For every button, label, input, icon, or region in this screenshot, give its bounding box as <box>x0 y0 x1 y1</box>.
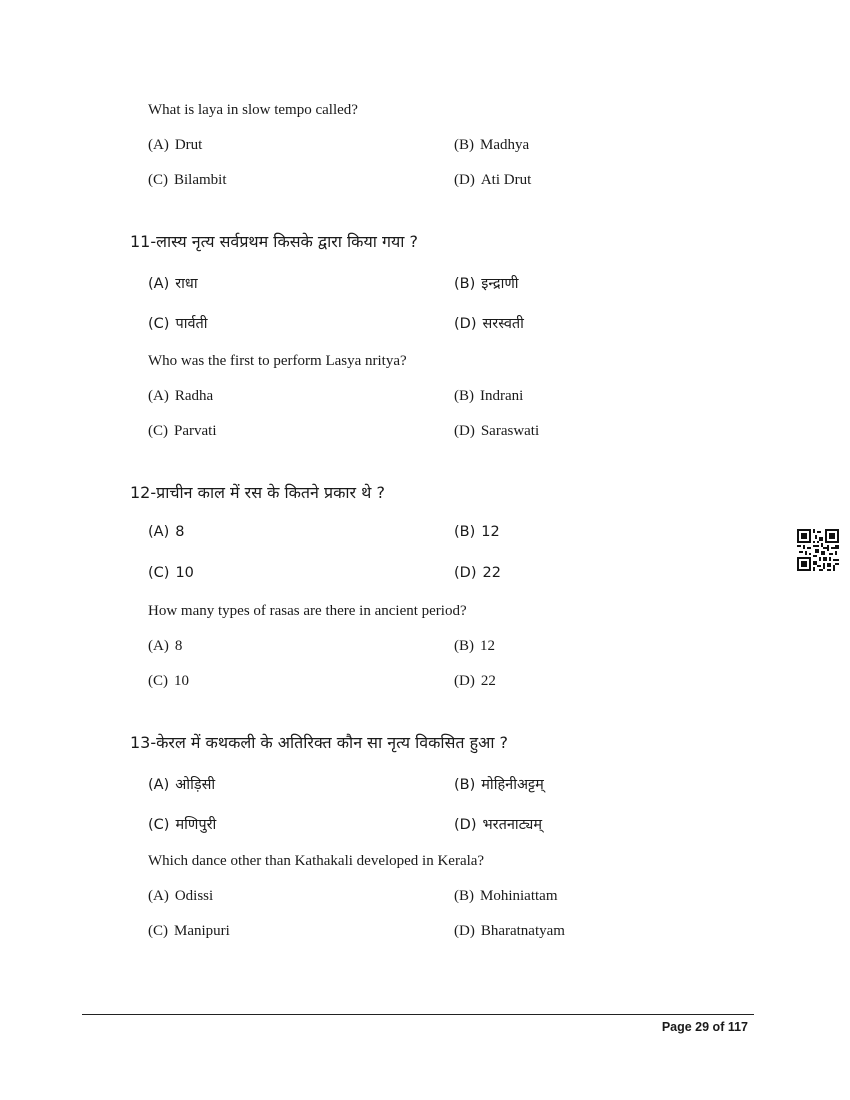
footer-divider <box>82 1014 754 1015</box>
q11-en-option-c: (C) Parvati <box>148 423 217 439</box>
q13-en-option-d: (D) Bharatnatyam <box>454 923 565 939</box>
q10-en-option-c: (C) Bilambit <box>148 172 227 188</box>
q12-en-option-b: (B) 12 <box>454 638 495 654</box>
page-number: Page 29 of 117 <box>661 1020 748 1034</box>
q12-hi-option-d: (D) 22 <box>454 565 501 581</box>
q11-hi-option-c: (C) पार्वती <box>148 316 208 332</box>
q11-en-option-a: (A) Radha <box>148 388 214 404</box>
q12-en-option-c: (C) 10 <box>148 673 189 689</box>
question-12-english: How many types of rasas are there in ancient period? <box>148 603 467 619</box>
q13-en-option-c: (C) Manipuri <box>148 923 230 939</box>
q11-hi-option-d: (D) सरस्वती <box>454 316 524 332</box>
q12-hi-option-b: (B) 12 <box>454 524 500 540</box>
q11-hi-option-a: (A) राधा <box>148 276 198 292</box>
q10-en-option-d: (D) Ati Drut <box>454 172 532 188</box>
qr-code-icon <box>797 529 839 571</box>
q13-hi-option-d: (D) भरतनाट्यम् <box>454 817 543 833</box>
q12-en-option-a: (A) 8 <box>148 638 183 654</box>
question-11-english: Who was the first to perform Lasya nritya? <box>148 353 407 369</box>
question-12-hindi: 12-प्राचीन काल में रस के कितने प्रकार थे ? <box>130 483 385 502</box>
q10-en-option-a: (A) Drut <box>148 137 203 153</box>
q10-en-option-b: (B) Madhya <box>454 137 530 153</box>
q13-hi-option-c: (C) मणिपुरी <box>148 817 217 833</box>
q11-en-option-b: (B) Indrani <box>454 388 524 404</box>
question-10-english: What is laya in slow tempo called? <box>148 102 358 118</box>
q13-en-option-a: (A) Odissi <box>148 888 214 904</box>
q12-en-option-d: (D) 22 <box>454 673 496 689</box>
q11-hi-option-b: (B) इन्द्राणी <box>454 276 519 292</box>
q13-hi-option-a: (A) ओड़िसी <box>148 777 216 793</box>
q12-hi-option-c: (C) 10 <box>148 565 194 581</box>
q13-en-option-b: (B) Mohiniattam <box>454 888 558 904</box>
q11-en-option-d: (D) Saraswati <box>454 423 540 439</box>
question-13-english: Which dance other than Kathakali developed in Kerala? <box>148 853 485 869</box>
q12-hi-option-a: (A) 8 <box>148 524 185 540</box>
q13-hi-option-b: (B) मोहिनीअट्टम् <box>454 777 544 793</box>
question-13-hindi: 13-केरल में कथकली के अतिरिक्त कौन सा नृत्य विकसित हुआ ? <box>130 733 509 752</box>
question-11-hindi: 11-लास्य नृत्य सर्वप्रथम किसके द्वारा किया गया ? <box>130 232 418 251</box>
